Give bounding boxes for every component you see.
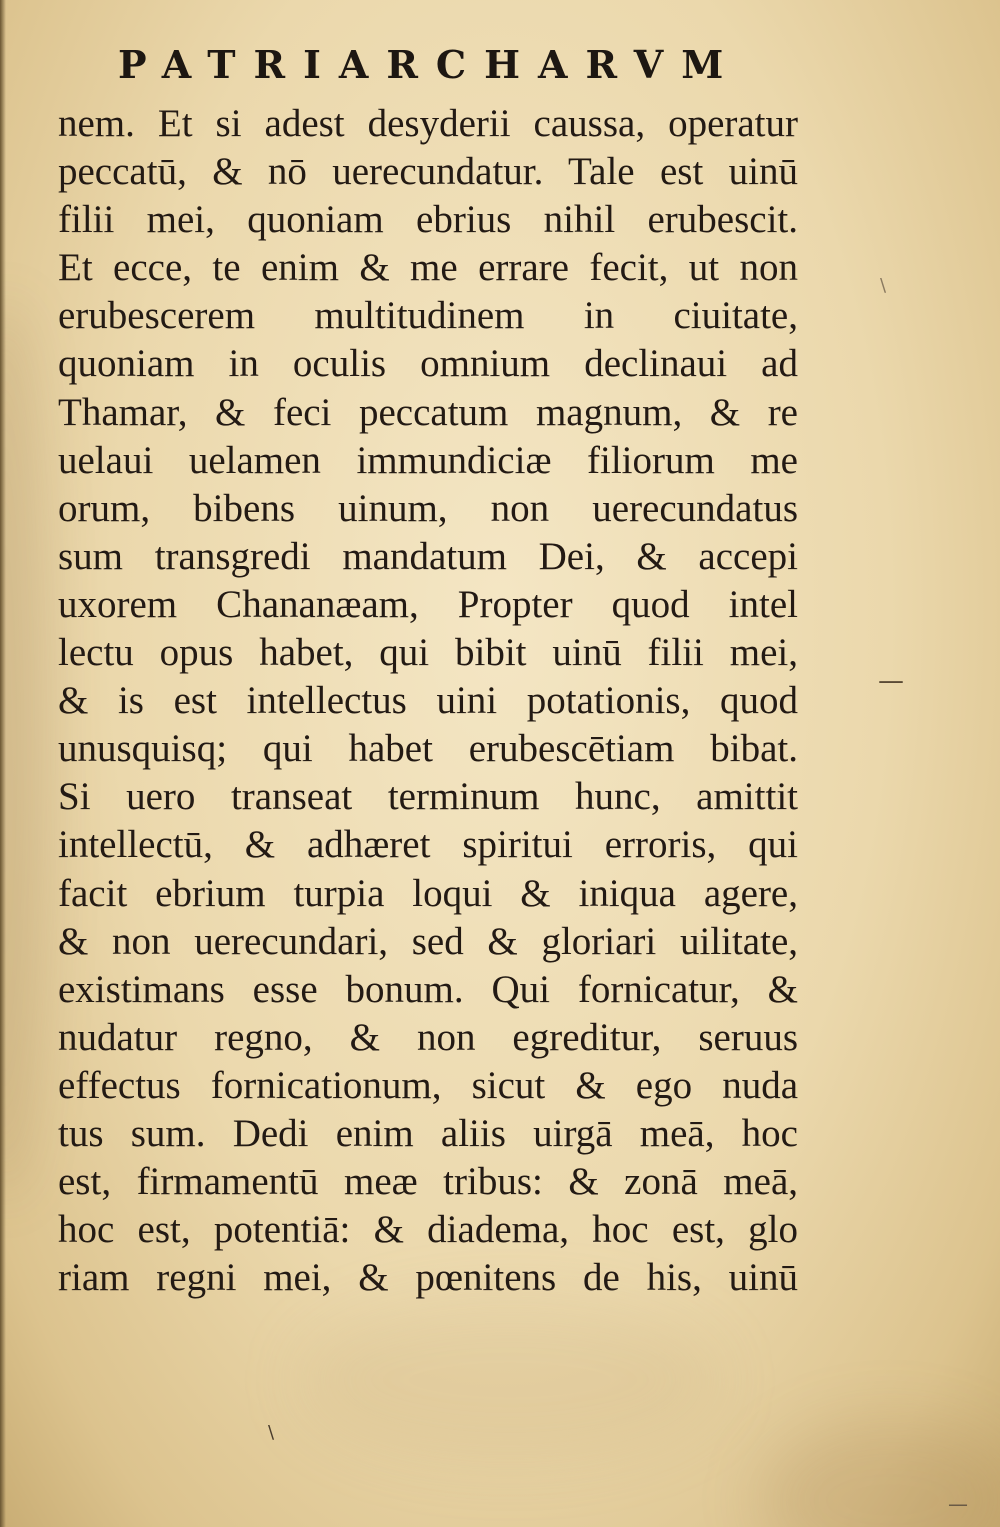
text-line: orum, bibens uinum, non uerecundatus (58, 486, 798, 530)
text-line: Si uero transeat terminum hunc, amittit (58, 775, 798, 819)
text-line: hoc est, potentiā: & diadema, hoc est, glo (58, 1208, 798, 1252)
text-line: existimans esse bonum. Qui fornicatur, & (58, 967, 798, 1011)
text-line: facit ebrium turpia loqui & iniqua agere, (58, 871, 798, 915)
margin-tick-mark: \ (880, 275, 887, 296)
paper-stain (300, 1300, 720, 1460)
text-line: & non uerecundari, sed & gloriari uilitate, (58, 919, 798, 963)
text-line: riam regni mei, & pœnitens de his, uinū (58, 1256, 798, 1300)
text-line: Et ecce, te enim & me errare fecit, ut non (58, 246, 798, 290)
body-text (58, 100, 798, 1302)
text-line: Thamar, & feci peccatum magnum, & re (58, 390, 798, 434)
margin-dash-mark: — (878, 666, 904, 696)
text-line: sum transgredi mandatum Dei, & accepi (58, 534, 798, 578)
text-line: peccatū, & nō uerecundatur. Tale est uinū (58, 150, 798, 194)
page-binding-edge (0, 0, 6, 1527)
paper-stain (0, 300, 50, 1200)
text-line: quoniam in oculis omnium declinaui ad (58, 342, 798, 386)
text-line: nem. Et si adest desyderii caussa, operatur (58, 102, 798, 145)
text-line: effectus fornicationum, sicut & ego nuda (58, 1063, 798, 1107)
text-line: & is est intellectus uini potationis, quod (58, 679, 798, 723)
text-line: intellectū, & adhæret spiritui erroris, qui (58, 823, 798, 867)
text-line: uelaui uelamen immundiciæ filiorum me (58, 438, 798, 482)
text-line: tus sum. Dedi enim aliis uirgā meā, hoc (58, 1111, 798, 1155)
running-head: PATRIARCHARVM (118, 42, 742, 87)
text-line: erubescerem multitudinem in ciuitate, (58, 294, 798, 338)
text-line: est, firmamentū meæ tribus: & zonā meā, (58, 1160, 798, 1204)
ink-speck-mark: \ (268, 1422, 275, 1443)
text-line: uxorem Chananæam, Propter quod intel (58, 582, 798, 626)
text-line: lectu opus habet, qui bibit uinū filii mei, (58, 631, 798, 675)
text-line: unusquisq; qui habet erubescētiam bibat. (58, 727, 798, 771)
corner-scratch-mark: — (948, 1492, 968, 1516)
text-line: filii mei, quoniam ebrius nihil erubescit. (58, 198, 798, 242)
text-line: nudatur regno, & non egreditur, seruus (58, 1015, 798, 1059)
